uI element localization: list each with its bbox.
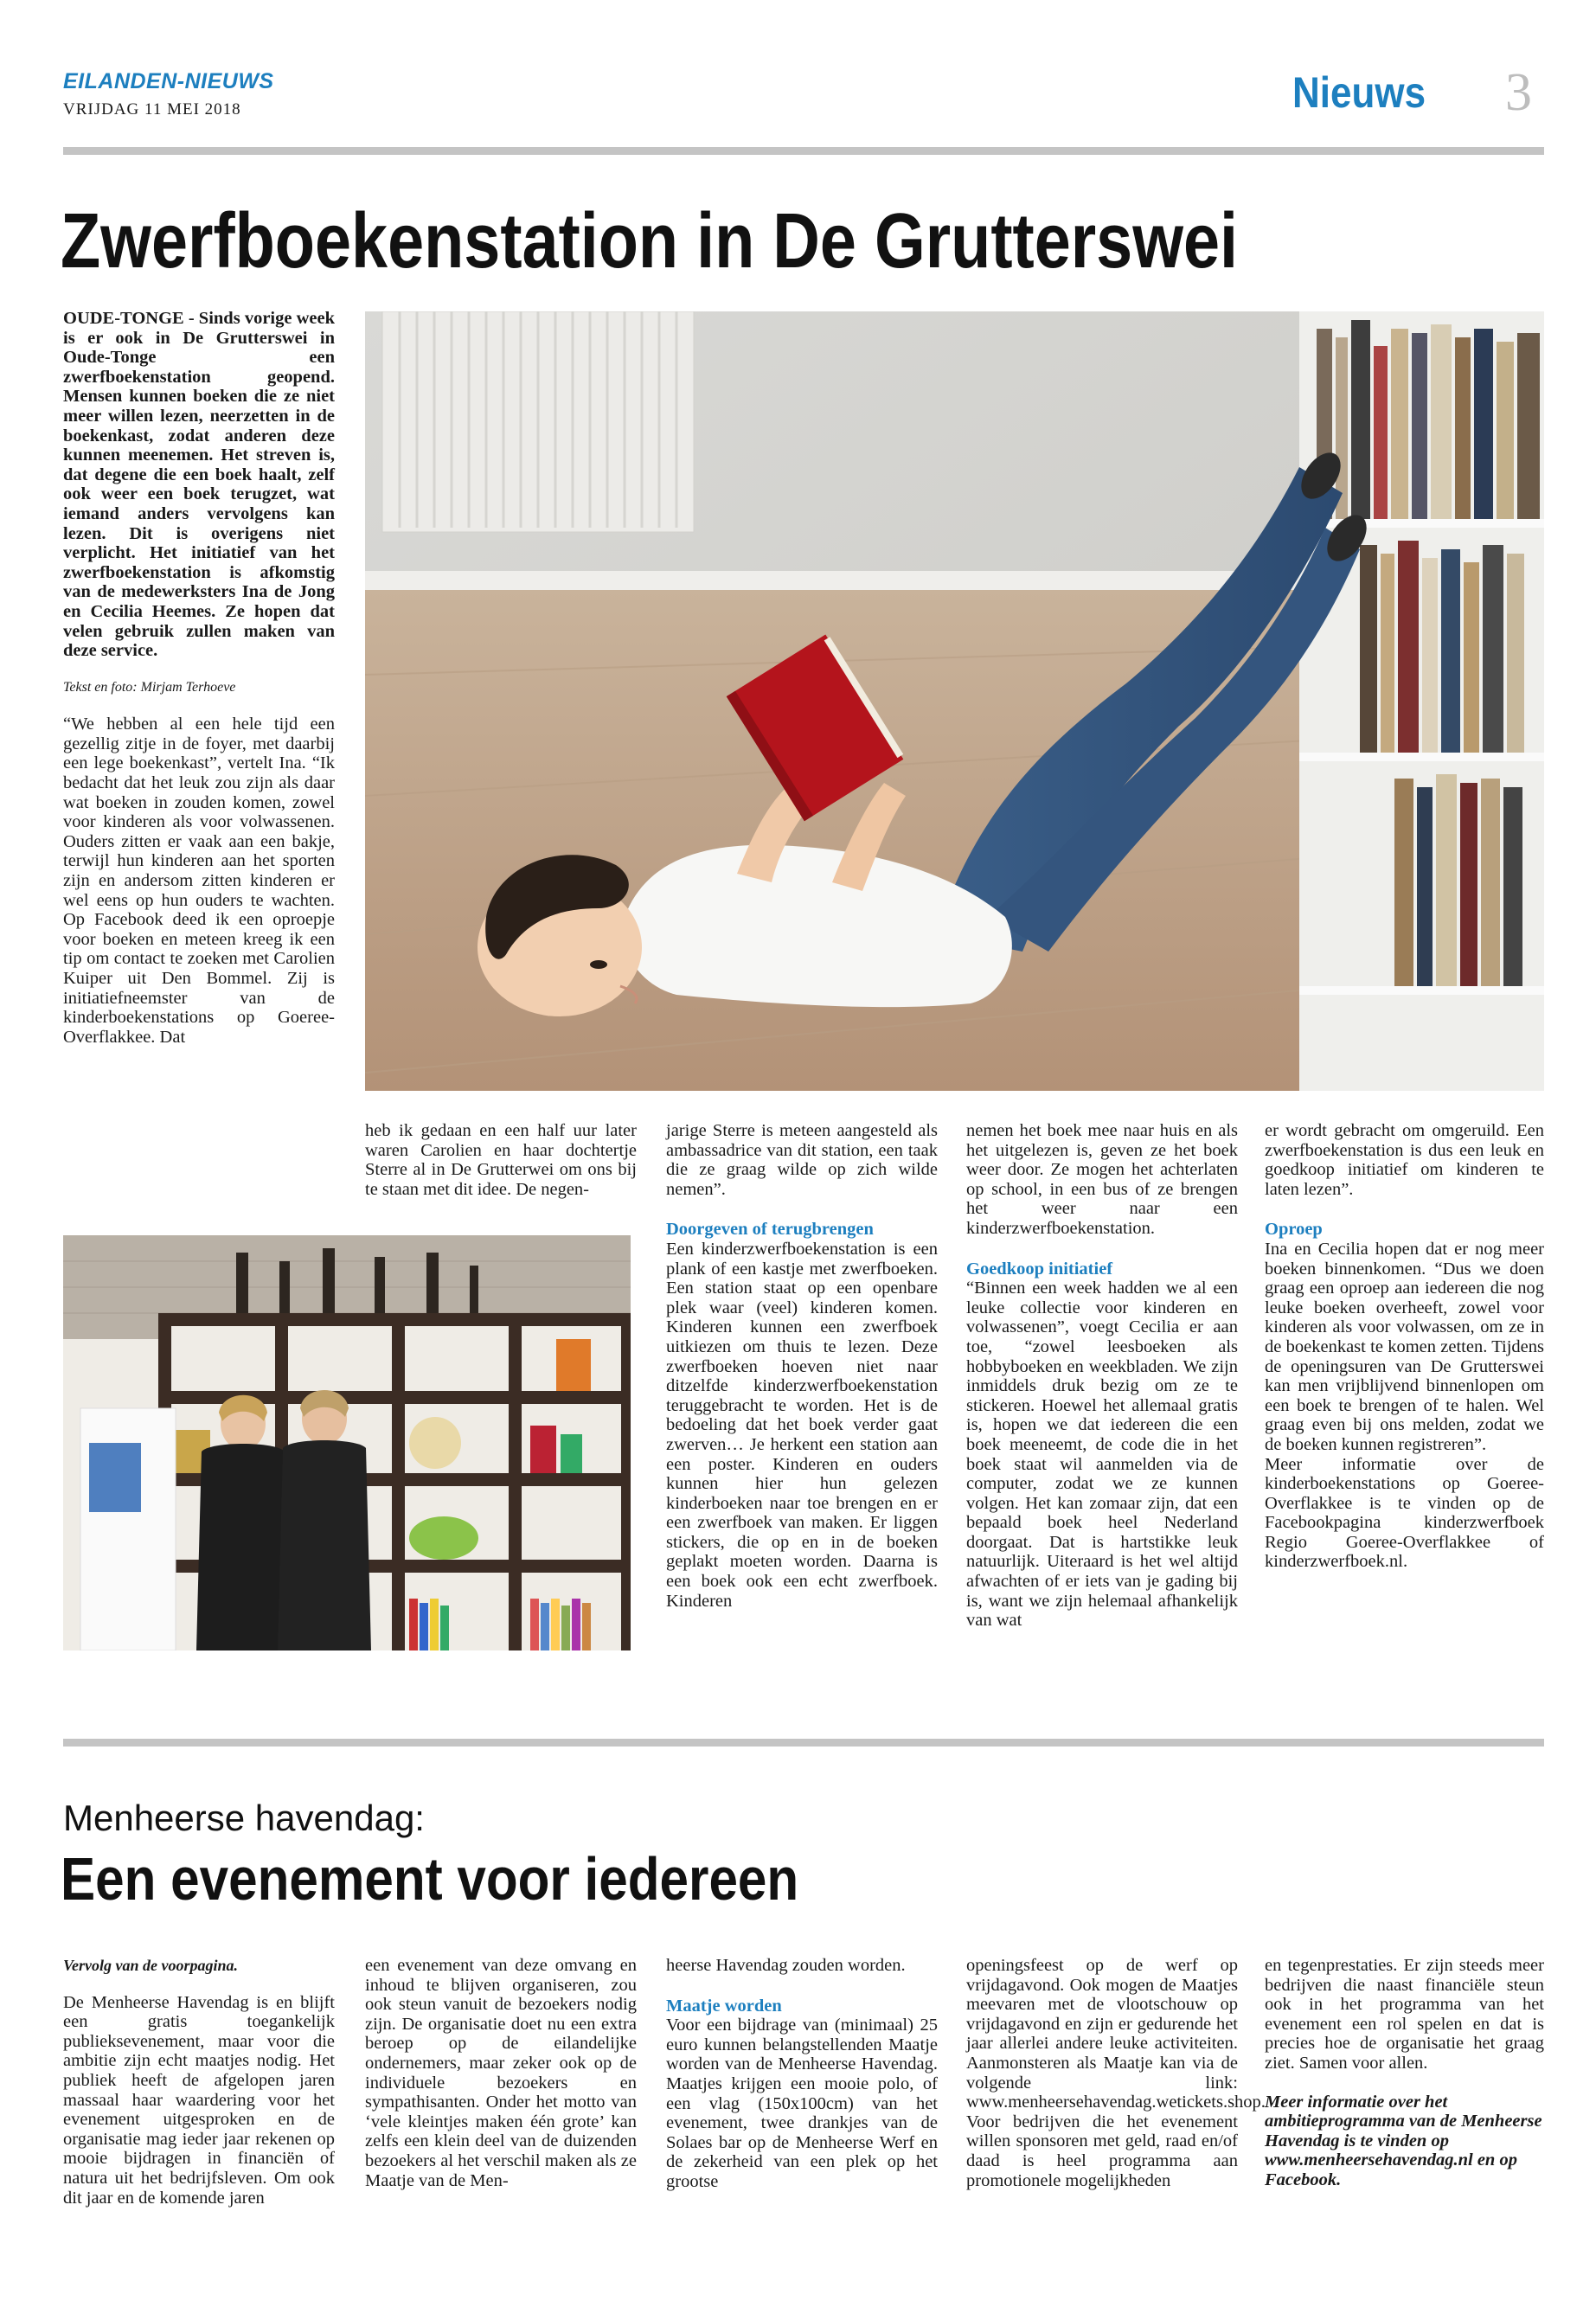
article2-column-4 [966,1956,1266,2190]
page-number: 3 [1505,63,1532,122]
body-text: Ina en Cecilia hopen dat er nog meer boeken binnenkomen. “Dus we doen graag een oproep aan iedereen die nog leuke boeken overheeft, zowel voor kinderen als voor volwassen, om ze in de boekenkast te komen zetten. Tijdens de openingsuren van De Grutterswei kan men vrijblijvend binnenlopen om een boek te brengen of te halen. Wel graag even bij ons melden, zodat we de boeken kunnen registreren”. [1265,1239,1544,1454]
boy-reading-photo [365,311,1544,1091]
body-text: “Binnen een week hadden we al een leuke collectie voor kinderen en volwassenen”, voegt Cecilia er aan toe, “zowel leesboeken als hobbyboeken en weekbladen. We zijn inmiddels druk bezig om ze te stickeren. Hoewel het allemaal gratis is, hopen we dat iedereen die een boek meeneemt, de code die in het boek staat wil aanmelden via de computer, zodat we ze kunnen volgen. Het kan zomaar zijn, dat een bepaald boek heel Nederland doorgaat. Dat is hartstikke leuk natuurlijk. Uiteraard is het wel altijd afwachten of er iets van je gading bij is, want we zijn helemaal afhankelijk van wat [966,1279,1238,1631]
subheading: Oproep [1265,1220,1323,1240]
bookcase-photo [63,1235,631,1650]
body-text: jarige Sterre is meteen aangesteld als ambassadrice van dit station, een taak die ze graag wilde op zich wilde nemen”. [666,1121,938,1199]
article2-headline: Een evenement voor iedereen [61,1845,799,1913]
body-text: openingsfeest op de werf op vrijdagavond. Ook mogen de Maatjes meevaren met de vlootschouw op vrijdagavond en zijn er gedurende het jaar allerlei andere leuke activiteiten. Aanmonsteren als Maatje kan via de volgende link: www.menheersehavendag.wetickets.shop. Voor bedrijven die het evenement willen sponsoren met geld, raad en/of daad is heel programma aan promotionele mogelijkheden [966,1956,1266,2190]
article-lead-column [63,309,335,1047]
body-text: De Menheerse Havendag is en blijft een gratis toegankelijk publieksevenement, maar voor die ambitie zijn echt maatjes nodig. Het publiek heeft de afgelopen jaren massaal haar waardering voor het evenement uitgesproken en de organisatie mag ieder jaar rekenen op mooie bijdragen in financiën of natura uit het bedrijfsleven. Om ook dit jaar en de komende jaren [63,1992,335,2208]
section-title: Nieuws [1292,68,1426,117]
body-column-3 [666,1121,938,1611]
body-text: Een kinderzwerfboekenstation is een plank of een kastje met zwerfboeken. Een station staat op een openbare plek waar (veel) kinderen komen. Kinderen kunnen een zwerfboek uitkiezen om thuis te lezen. Deze zwerfboeken hoeven niet naar ditzelfde kinderzwerfboekenstation teruggebracht te worden. Het is de bedoeling dat het boek verder gaat zwerven… Je herkent een station aan een poster. Kinderen en ouders kunnen hier hun gelezen kinderboeken naar toe brengen en er een zwerfboek van maken. Er liggen stickers, die op en in de boeken geplakt moeten worden. Daarna is een boek ook een echt zwerfboek. Kinderen [666,1239,938,1611]
subheading: Doorgeven of terugbrengen [666,1220,874,1240]
article2-kicker: Menheerse havendag: [63,1798,425,1838]
issue-date: VRIJDAG 11 MEI 2018 [63,100,241,119]
photo-credit: Tekst en foto: Mirjam Terhoeve [63,679,236,695]
article-headline: Zwerfboekenstation in De Grutterswei [61,198,1239,285]
more-info-note: Meer informatie over het ambitieprogramma van de Menheerse Havendag is te vinden op www.menheersehavendag.nl en op Facebook. [1265,2092,1542,2189]
article-lead: OUDE-TONGE - Sinds vorige week is er ook in De Grutterswei in Oude-Tonge een zwerfboekenstation geopend. Mensen kunnen boeken die ze niet meer willen lezen, neerzetten in de boekenkast, zodat anderen deze kunnen meenemen. Het streven is, dat degene die een boek haalt, zelf ook weer een boek terugzet, wat iemand anders vervolgens kan lezen. Dit is overigens niet verplicht. Het initiatief van het zwerfboekenstation is afkomstig van de medewerksters Ina de Jong en Cecilia Heemes. Ze hopen dat velen gebruik zullen maken van deze service. [63,309,335,661]
subheading: Goedkoop initiatief [966,1259,1113,1279]
masthead-logo: EILANDEN-NIEUWS [63,69,274,93]
header-rule [63,147,1544,155]
boy-reading-illustration [365,311,1544,1091]
body-text: Voor een bijdrage van (minimaal) 25 euro kunnen belangstellenden Maatje worden van de Menheerse Havendag. Maatjes krijgen een mooie polo, of een vlag (150x100cm) van het evenement, twee drankjes van de Solaes bar op de Menheerse Werf en de zekerheid van een plek op het grootse [666,2016,938,2191]
article2-column-3 [666,1956,938,2192]
body-text: Meer informatie over de kinderboekenstations op Goeree-Overflakkee is te vinden op de Facebookpagina kinderzwerfboek Regio Goeree-Overflakkee of kinderzwerfboek.nl. [1265,1454,1544,1572]
body-text: nemen het boek mee naar huis en als het uitgelezen is, geven ze het boek weer door. Ze mogen het achterlaten op school, in een bus of ze brengen het weer naar een kinderzwerfboekenstation. [966,1121,1238,1238]
article2-column-2 [365,1956,637,2190]
continued-note: Vervolg van de voorpagina. [63,1957,238,1974]
body-column-4 [966,1121,1238,1631]
article2-column-5 [1265,1956,1544,2190]
body-text: en tegenprestaties. Er zijn steeds meer bedrijven die naast financiële steun ook in het programma van het evenement een rol spelen en dat is precies hoe de organisatie het graag ziet. Samen voor allen. [1265,1956,1544,2073]
section-rule [63,1739,1544,1747]
body-text: heb ik gedaan en een half uur later waren Carolien en haar dochtertje Sterre al in De Grutterwei om ons bij te staan met dit idee. De negen- [365,1121,637,1199]
body-column-5 [1265,1121,1544,1572]
bookcase-illustration [63,1235,631,1650]
body-column-2 [365,1121,637,1199]
article2-column-1 [63,1956,335,2208]
body-text: heerse Havendag zouden worden. [666,1956,906,1975]
body-text: een evenement van deze omvang en inhoud te blijven organiseren, zou ook steun vanuit de bezoekers nodig zijn. De organisatie doet nu een extra beroep op de eilandelijke ondernemers, maar zeker ook op de individuele bezoekers en sympathisanten. Onder het motto van ‘vele kleintjes maken één grote’ kan zelfs een klein deel van de duizenden bezoekers al het verschil maken als ze Maatje van de Men- [365,1956,637,2190]
subheading: Maatje worden [666,1996,782,2016]
body-text: er wordt gebracht om omgeruild. Een zwerfboekenstation is dus een leuk en goedkoop initiatief om kinderen te laten lezen”. [1265,1121,1544,1199]
body-text: “We hebben al een hele tijd een gezellig zitje in de foyer, met daarbij een lege boekenkast”, vertelt Ina. “Ik bedacht dat het leuk zou zijn als daar wat boeken in zouden komen, zowel voor kinderen als voor volwassenen. Ouders zitten er vaak aan een bakje, terwijl hun kinderen aan het sporten zijn en andersom zitten kinderen er wel eens op hun ouders te wachten. Op Facebook deed ik een oproepje voor boeken en meteen kreeg ik een tip om contact te zoeken met Carolien Kuiper uit Den Bommel. Zij is initiatiefneemster van de kinderboekenstations op Goeree-Overflakkee. Dat [63,715,335,1047]
